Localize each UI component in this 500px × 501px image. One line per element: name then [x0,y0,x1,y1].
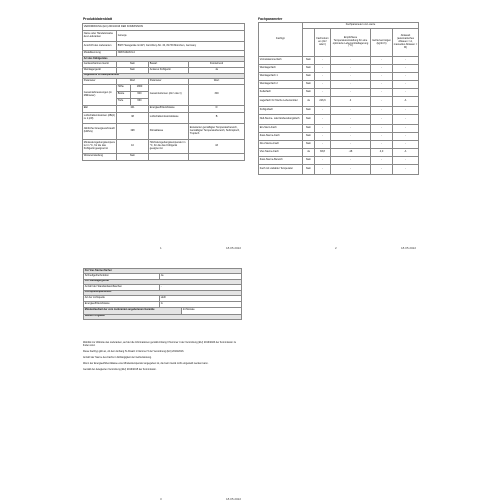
dim-name: Tiefe [117,98,131,105]
dim-name: Höhe [117,84,131,91]
compartment-value: Nein [303,133,315,141]
section-light: Lichtquellenparameter [84,290,242,295]
address-label: Anschrift des Lieferanten [83,42,117,51]
compartment-row [259,89,419,97]
noise-class-label: Luftschallemissionsklasse [149,112,189,123]
warranty-value: 24 Monate [182,307,242,314]
compartment-value: - [371,107,393,115]
volume-label: Gesamtvolumen (dm³ oder l) [149,84,189,105]
warranty-label: Mindestlaufzeit der vom Lieferanten angebotenen Garantie [84,307,182,314]
compartment-row [259,165,419,175]
compartment-value: Ja [303,149,315,157]
compartment-value: - [331,107,371,115]
footnote: Wenn der Energieeffizienzklasse eine Mindesttemperatur angegeben ist, die beim Gerät nicht eingestellt werden kann. [83,362,209,365]
compartment-value: - [331,89,371,97]
light-class-label: Energieeffizienzklasse [84,301,160,307]
compartment-value: Nein [303,115,315,125]
col-header: Gefriervermögen (kg/24 h) [371,29,393,57]
document-page-3 [80,265,245,501]
compartment-type: Drei-Sterne-Fach [259,141,303,149]
col-header: Fachvolumen (dm³ oder l) [315,29,331,57]
compartment-value: - [371,81,393,89]
compartment-row [259,141,419,149]
compartment-type: Vorratskammerfach [259,57,303,65]
compartment-value: - [315,57,331,65]
compartment-value: - [393,133,419,141]
compartment-value: - [371,115,393,125]
document-page-2 [255,14,420,250]
compartment-value: A [393,97,419,107]
compartment-value: Nein [303,157,315,165]
header-cell: Parameter [83,78,117,84]
compartment-value: - [393,141,419,149]
compartment-value: - [331,57,371,65]
compartment-value: 4 [331,97,371,107]
compartment-value: Nein [303,57,315,65]
wine-value: - [160,284,242,290]
class-label: Energieeffizienzklasse [149,105,189,112]
compartment-value: 216,6 [315,97,331,107]
compartment-type: Null-Sterne- oder Eisbereitungsfach [259,115,303,125]
climate-value: Erweiterter gemäßigter Temperaturbereich, Gemäßigter Temperaturbereich, Subtropisch, Tropisch [189,123,245,139]
compartment-value: - [315,165,331,175]
compartment-row [259,125,419,133]
compartment-type: Ein-Stern-Fach [259,125,303,133]
compartment-value: - [371,97,393,107]
fastfreeze-label: Schnellgefrierfunktion [84,273,160,279]
compartment-value: - [315,81,331,89]
model-label: Modellkennung [83,51,117,57]
cell: Nein [117,67,149,73]
class-value: D [189,105,245,112]
compartment-value: - [371,65,393,73]
compartment-value: - [371,125,393,133]
compartment-value: Nein [303,141,315,149]
header-cell: Wert [117,78,149,84]
compartment-value: Nein [303,107,315,115]
compartment-type: Zwei-Sterne-Bereich [259,157,303,165]
compartment-row [259,81,419,89]
climate-label: Klimaklasse [149,123,189,139]
compartment-value: - [315,133,331,141]
compartment-value: - [393,57,419,65]
section-extra: Weitere Angaben [84,314,242,319]
cell: Anderes Kühlgerät [149,67,189,73]
col-header: Abtauart (automatisches Abtauen = A, manuelles Abtauen = M) [393,29,419,57]
header-cell: Parameter [149,78,189,84]
dim-value: 600 [131,91,149,98]
compartment-value: Nein [303,89,315,97]
section-star: Für Vier-Sterne-Fächer [84,269,242,274]
compartment-type: Weinlagerfach [259,65,303,73]
compartment-value: - [315,65,331,73]
compartment-type: Weinlagerfach 1 [259,73,303,81]
winter-value: Nein [117,153,149,160]
compartment-row [259,157,419,165]
supplier-value: Gorenje [117,31,245,42]
energy-label: Jährlicher Energieverbrauch (kWh/a) [83,123,117,139]
compartment-value: - [315,107,331,115]
compartment-value: - [331,133,371,141]
col-header: Fachtyp [259,23,303,57]
compartment-value: Nein [303,165,315,175]
dim-value: 1860 [131,84,149,91]
compartment-type: Fach mit variabler Temperatur [259,165,303,175]
cell: Bauart [149,61,189,67]
maxtemp-value: 43 [189,139,245,153]
compartment-value: - [331,73,371,81]
wine-label: Anzahl der Standardweinflaschen [84,284,160,290]
col-header [303,29,315,57]
light-type-label: Art der Lichtquelle [84,295,160,301]
cell: Nein [117,61,149,67]
eei-value: 101 [117,105,149,112]
compartment-row [259,107,419,115]
compartment-value: Ja [303,97,315,107]
cell: Geräuscharmes Gerät [83,61,117,67]
compartment-value: - [393,81,419,89]
page-number: 2 [335,246,337,250]
compartment-value: - [331,165,371,175]
light-class-value: G [160,301,242,307]
dim-value: 660 [131,98,149,105]
compartment-value: - [393,65,419,73]
header-cell: Wert [189,78,245,84]
compartment-value: 83,8 [315,149,331,157]
compartment-value: - [371,133,393,141]
section-type: Art des Kühlgerätes [83,57,245,62]
compartment-value: - [393,107,419,115]
compartment-value: - [315,141,331,149]
compartment-value: - [371,57,393,65]
noise-value: 38 [117,112,149,123]
footnote: Anzahl der Sterne des Fachs in Abhängigkeit der Gefrierleistung. [83,356,152,359]
model-value: NRK6192AXL4 [117,51,245,57]
compartment-value: - [315,115,331,125]
compartment-value: - [331,141,371,149]
compartment-row [259,73,419,81]
compartment-value: - [315,73,331,81]
document-page-1 [80,14,245,250]
compartment-value: - [371,73,393,81]
compartment-value: - [331,81,371,89]
mintemp-label: Mindestumgebungstemperatur in °C, für die das Kühlgerät geeignet ist [83,139,117,153]
compartment-value: - [315,157,331,165]
compartment-value: - [393,165,419,175]
footnotes [83,341,239,374]
compartment-value: - [331,125,371,133]
cell: Weinlagergerät [83,67,117,73]
fastfreeze-value: Ja [160,273,242,279]
energy-value: 198 [117,123,149,139]
eei-label: EEI [83,105,117,112]
compartment-value: 4,0 [371,149,393,157]
compartment-value: Nein [303,73,315,81]
compartment-value: - [371,165,393,175]
page-title: Fachparameter [258,17,283,21]
section-wine: Für Weinlagergeräte [84,279,242,284]
page-date: 18.05.2022 [400,246,416,250]
page-date: 18.05.2022 [225,246,241,250]
compartment-row [259,149,419,157]
compartment-row [259,57,419,65]
compartment-type: Lagerfach für frische Lebensmittel [259,97,303,107]
product-data-table [82,23,245,161]
compartment-value: - [371,157,393,165]
address-value: BSH Hausgeräte GmbH, Carl-Wery-Str. 34, 81739 München, Germany [117,42,245,51]
page-date: 18.05.2022 [225,497,241,501]
col-header: Empfohlene Temperatureinstellung für eine optimierte Lebensmittellagerung (°C) [331,29,371,57]
compartment-value: Nein [303,65,315,73]
section-params: Allgemeine Produktparameter [83,73,245,78]
compartment-value: - [331,115,371,125]
footnote: Weblink zur Website des Lieferanten, auf der die Informationen gemäß Anhang II Nummer 4 der Verordnung (EU) 2019/2023 der Kommission zu finden sind. [83,341,237,347]
compartment-type: Vier-Sterne-Fach [259,149,303,157]
dim-name: Breite [117,91,131,98]
compartment-value: - [331,157,371,165]
compartment-value: - [393,125,419,133]
compartment-type: Kühlgutfach [259,107,303,115]
compartment-value: - [315,89,331,97]
compartment-value: - [393,73,419,81]
compartment-row [259,65,419,73]
footnote: Gemäß der delegierten Verordnung (EU) 2019/2015 der Kommission. [83,368,157,371]
compartment-table [258,22,419,175]
footnote: Diese Fachtyp gibt an, ob dem Anhang IV Absatz 1 Nummer 5 der Verordnung (EU) 2019/2016. [83,350,185,353]
page-title: Produktdatenblatt [83,17,113,21]
light-type-value: LED [160,295,242,301]
winter-label: Wintereinstellung [83,153,117,160]
supplier-label: Name oder Handelsmarke des Lieferanten [83,31,117,42]
compartment-type: Zwei-Sterne-Fach [259,133,303,141]
regulation: VERORDNUNG (EU) 2019/2016 DER KOMMISSION [83,24,245,31]
page-number: 3 [160,497,162,501]
compartment-row [259,115,419,125]
compartment-value: Nein [303,125,315,133]
noise-class-value: B [189,112,245,123]
compartment-row [259,133,419,141]
dims-label: Gesamtabmessungen (in Millimeter) [83,84,117,105]
compartment-type: Kellerfach [259,89,303,97]
additional-table [83,268,242,320]
compartment-value: - [393,89,419,97]
compartment-value: Nein [303,81,315,89]
group-header: Fachparameter und -werte [303,23,419,29]
volume-value: 300 [189,84,245,105]
compartment-type: Weinlagerfach 2 [259,81,303,89]
compartment-value: - [315,125,331,133]
compartment-value: A [393,149,419,157]
compartment-value: - [331,65,371,73]
mintemp-value: 10 [117,139,149,153]
compartment-value: - [393,157,419,165]
compartment-value: - [371,141,393,149]
cell: Freistehend [189,61,245,67]
page-number: 1 [160,246,162,250]
compartment-value: - [393,115,419,125]
compartment-value: -18 [331,149,371,157]
maxtemp-label: Höchstumgebungstemperatur in °C, für die das Kühlgerät geeignet ist [149,139,189,153]
noise-label: Luftschallemissionen (dB(A) re 1 pW) [83,112,117,123]
cell: Ja [189,67,245,73]
compartment-row [259,97,419,107]
compartment-value: - [371,89,393,97]
